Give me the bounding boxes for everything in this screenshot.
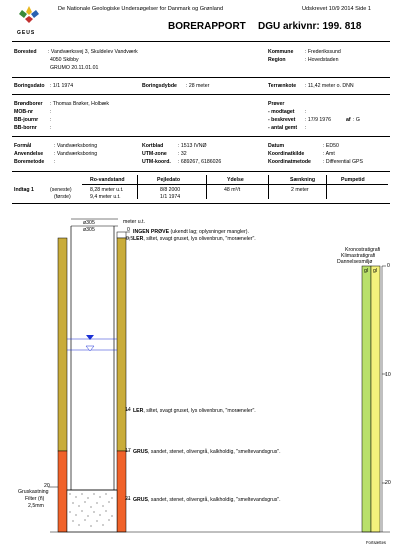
saenkning-value: 2 meter — [291, 187, 309, 193]
casing-diameter-top: ø305 — [83, 220, 95, 226]
strat-code: gl — [373, 268, 378, 274]
print-date: Udskrevet 10/9 2014 Side 1 — [302, 6, 372, 12]
af-label: af — [346, 117, 351, 123]
boringsdato-value: : 1/1 1974 — [50, 83, 74, 89]
ro-forste: 9,4 meter u.t. — [90, 194, 121, 200]
formaal-label: Formål — [14, 143, 32, 149]
strat-scale-20: 20 — [385, 480, 391, 486]
depth-label-21: 21 — [125, 496, 131, 502]
layer-description: LER, siltet, svagt gruset, lys olivenbrun, "moræneler". — [133, 236, 256, 242]
formaal-value: : Vandværksboring — [54, 143, 98, 149]
pejle-seneste: 8/8 2000 — [160, 187, 181, 193]
ro-seneste: 8,28 meter u.t. — [90, 187, 124, 193]
beskrevet-label: - beskrevet — [268, 117, 296, 123]
casing-diameter-bottom: ø305 — [83, 227, 95, 233]
brondborer-value: : Thomas Brøker, Holbæk — [50, 101, 110, 107]
saenkning-header: Sænkning — [290, 177, 316, 183]
utm-zone-value: : 32 — [178, 151, 187, 157]
modtaget-label: - modtaget — [268, 109, 295, 115]
kronostratigrafi-label: Kronostratigrafi — [345, 247, 381, 253]
terraenkote-label: Terrænkote — [268, 83, 297, 89]
boringsdybde-label: Boringsdybde — [142, 83, 177, 89]
anvendelse-value: : Vandværksboring — [54, 151, 98, 157]
pejle-forste: 1/1 1974 — [160, 194, 181, 200]
beskrevet-value: : 17/9 1976 — [305, 117, 331, 123]
koordinatkilde-label: Koordinatkilde — [268, 151, 305, 157]
filter-size: 2,5mm — [28, 503, 44, 509]
bb-journr-label: BB-journr — [14, 117, 39, 123]
region-value: : Hovedstaden — [305, 57, 339, 63]
koordinatmetode-value: : Differential GPS — [323, 159, 363, 165]
af-value: : G — [353, 117, 360, 123]
klimastratigrafi-label: Klimastratigrafi — [341, 253, 376, 259]
terraenkote-value: : 11,42 meter o. DNN — [305, 83, 354, 89]
antal-gemt-label: - antal gemt — [268, 125, 298, 131]
koordinatmetode-label: Koordinatmetode — [268, 159, 311, 165]
utm-zone-label: UTM-zone — [142, 151, 167, 157]
prover-label: Prøver — [268, 101, 285, 107]
depth-label-17: 17 — [125, 448, 131, 454]
ydelse-value: 48 m³/t — [224, 187, 241, 193]
pejledato-header: Pejledato — [157, 177, 181, 183]
strat-scale-10: 10 — [385, 372, 391, 378]
mob-label: MOB-nr — [14, 109, 34, 115]
filter-label: Filter (ñ) — [25, 496, 45, 502]
meter-label: meter u.t. — [123, 219, 145, 225]
anvendelse-label: Anvendelse — [14, 151, 44, 157]
layer-description: LER, siltet, svagt gruset, lys olivenbrun, "moræneler". — [133, 408, 256, 414]
bb-journr-colon: : — [50, 117, 52, 123]
dannelsesmiljo-label: Dannelsesmiljø — [337, 259, 373, 265]
ro-vandstand-header: Ro-vandstand — [90, 177, 125, 183]
bb-bornr-label: BB-bornr — [14, 125, 37, 131]
utm-koord-value: : 689267, 6186026 — [178, 159, 222, 165]
boremetode-value: : — [54, 159, 56, 165]
koordinatkilde-value: : Amt — [323, 151, 335, 157]
utm-koord-label: UTM-koord. — [142, 159, 171, 165]
datum-value: : ED50 — [323, 143, 339, 149]
strat-scale-0: 0 — [387, 263, 390, 269]
borested-label: Borested — [14, 49, 37, 55]
layer-description: GRUS, sandet, stenet, olivengrå, kalkholdig, "smeltevandsgrus". — [133, 449, 281, 455]
kortblad-value: : 1513 IVNØ — [178, 143, 207, 149]
dgu-number: DGU arkivnr: 199. 818 — [258, 21, 362, 32]
forste-label: (første) — [54, 194, 71, 200]
brondborer-label: Brøndborer — [14, 101, 43, 107]
depth-label-20: 20 — [44, 483, 50, 489]
mob-colon: : — [50, 109, 52, 115]
bb-bornr-colon: : — [50, 125, 52, 131]
continued-label: Fortsættes — [366, 540, 387, 545]
borested-line3: GRUMO 20.11.01.01 — [50, 65, 99, 71]
boringsdato-label: Boringsdato — [14, 83, 45, 89]
kortblad-label: Kortblad — [142, 143, 164, 149]
modtaget-value: : — [305, 109, 307, 115]
borested-line2: 4050 Skibby — [50, 57, 79, 63]
region-label: Region — [268, 57, 286, 63]
ydelse-header: Ydelse — [227, 177, 244, 183]
kommune-label: Kommune — [268, 49, 294, 55]
strat-code: gl — [364, 268, 369, 274]
pumpetid-header: Pumpetid — [341, 177, 365, 183]
depth-label-0: 0 — [127, 227, 130, 233]
depth-label-14: 14 — [125, 407, 131, 413]
borested-value: : Vandværksvej 3, Skuldelev Vandværk — [48, 49, 138, 55]
seneste-label: (seneste) — [50, 187, 72, 193]
layer-description: INGEN PRØVE (ukendt lag; oplysninger mangler). — [133, 229, 249, 235]
boremetode-label: Boremetode — [14, 159, 45, 165]
kommune-value: : Frederikssund — [305, 49, 341, 55]
datum-label: Datum — [268, 143, 285, 149]
layer-description: GRUS, sandet, stenet, olivengrå, kalkholdig, "smeltevandsgrus". — [133, 497, 281, 503]
depth-label-0-5: 0,5 — [126, 236, 134, 242]
antal-gemt-value: : — [305, 125, 307, 131]
report-title: BORERAPPORT — [168, 21, 246, 32]
org-name: De Nationale Geologiske Undersøgelser for Danmark og Grønland — [58, 6, 224, 12]
geus-logo-text: GEUS — [17, 30, 36, 36]
gruskastning-label: Gruskastning — [18, 489, 49, 495]
indtag-label: Indtag 1 — [14, 187, 34, 193]
boringsdybde-value: : 28 meter — [186, 83, 210, 89]
